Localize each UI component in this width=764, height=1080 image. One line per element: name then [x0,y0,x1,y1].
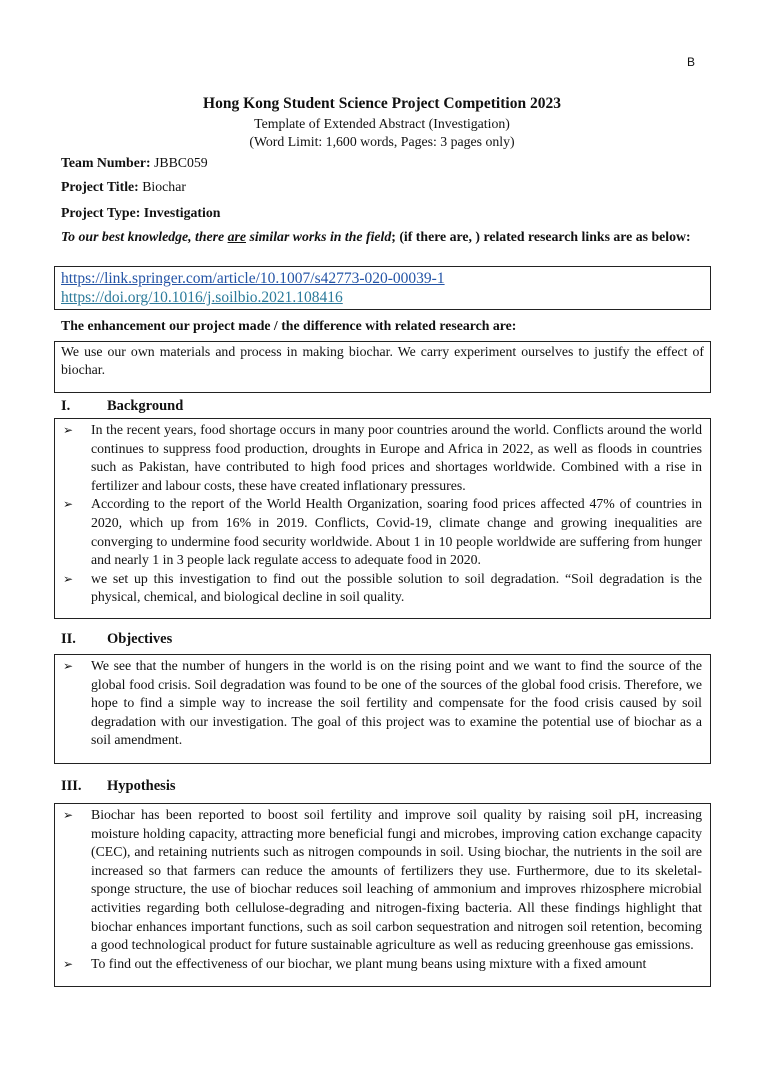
list-item-text: In the recent years, food shortage occurs in many poor countries around the world. Conflicts around the world continues to suppress food production, droughts in Europe and Africa in 2022, as well as floods in countries such as Pakistan, have contributed to high food prices and shortages worldwide. Combined with a rise in fertilizer and labour costs, these have created inflationary pressures. [91,422,702,493]
list-item [61,955,702,974]
team-number-label: Team Number: [61,155,151,170]
objectives-box [54,654,711,764]
page-letter: B [687,55,696,69]
list-item-text: we set up this investigation to find out the possible solution to soil degradation. “Soil degradation is the physical, chemical, and biological decline in soil quality. [91,570,702,605]
list-item-text: We see that the number of hungers in the world is on the rising point and we want to find the source of the global food crisis. Soil degradation was found to be one of the sources of the global food crisis. Therefore, we hope to find a simple way to increase the soil fertility and compensate for the food crisis caused by soil degradation with our investigation. The goal of this project was to examine the potential use of biochar as a soil amendment. [91,658,702,748]
arrow-bullet-icon: ➢ [63,956,74,971]
arrow-bullet-icon: ➢ [63,659,74,673]
list-item-text: According to the report of the World Health Organization, soaring food prices affected 47% of countries in 2020, which up from 16% in 2019. Conflicts, Covid-19, climate change and growing inequalities are converging to undermine food security worldwide. About 1 in 10 people worldwide are suffering from hunger and nearly 1 in 3 people lack regulate access to adequate food in 2020. [91,496,702,568]
project-type: Project Type: Investigation [61,205,221,220]
project-title-row [61,179,186,195]
enhancement-box [54,341,711,393]
section-objectives-heading [61,631,172,648]
list-item [61,806,702,955]
list-item-text: To find out the effectiveness of our biochar, we plant mung beans using mixture with a fixed amount [91,955,647,971]
list-item [61,657,702,750]
project-title-value: Biochar [142,179,186,194]
section-background-heading [61,398,183,415]
section-title: Background [107,398,184,414]
section-number: III. [61,778,82,794]
section-title: Hypothesis [107,778,176,794]
similar-text-are: are [227,229,246,244]
research-links-box [54,266,711,310]
similar-text-1: To our best knowledge, there [61,229,228,244]
hypothesis-box [54,803,711,987]
list-item [61,495,702,569]
list-item [61,570,702,607]
document-subtitle: Template of Extended Abstract (Investigation) [254,116,510,131]
word-limit-note: (Word Limit: 1,600 words, Pages: 3 pages only) [249,134,515,149]
section-title: Objectives [107,631,173,647]
similar-text-3: similar works in the field [246,229,392,244]
arrow-bullet-icon: ➢ [63,808,74,822]
list-item [61,421,702,495]
arrow-bullet-icon: ➢ [63,423,74,437]
section-number: I. [61,398,71,414]
research-link-1[interactable]: https://link.springer.com/article/10.1007/s42773-020-00039-1 [61,270,445,287]
arrow-bullet-icon: ➢ [63,571,74,586]
enhancement-label: The enhancement our project made / the difference with related research are: [61,318,517,333]
enhancement-text: We use our own materials and process in making biochar. We carry experiment ourselves to justify the effect of biochar. [61,344,704,377]
list-item-text: Biochar has been reported to boost soil fertility and improve soil quality by raising soil pH, increasing moisture holding capacity, attracting more beneficial fungi and microbes, improving cation exchange capacity (CEC), and retaining nutrients such as nitrogen compounds in soil. Using biochar, the nutrients in the soil are increased so that farmers can reduce the amounts of fertilizers they use. Furthermore, due to its skeletal-sponge structure, the use of biochar reduces soil leaching of ammonium and improves rhizosphere microbial activities regarding both cellulose-degrading and nitrogen-fixing bacteria. All these findings highlight that biochar enhances important functions, such as soil carbon sequestration and nitrogen soil retention, becoming a good technological product for future sustainable agriculture as well as reducing greenhouse gas emissions. [91,807,702,953]
document-title: Hong Kong Student Science Project Competition 2023 [203,95,561,112]
team-number-row [61,155,208,171]
arrow-bullet-icon: ➢ [63,497,74,512]
background-box [54,418,711,619]
project-title-label: Project Title: [61,179,139,194]
similar-works-statement [61,227,711,247]
section-number: II. [61,631,76,647]
research-link-2[interactable]: https://doi.org/10.1016/j.soilbio.2021.108416 [61,289,343,306]
team-number-value: JBBC059 [154,155,208,170]
section-hypothesis-heading [61,778,176,795]
similar-text-4: ; (if there are, ) related research links are as below: [391,229,691,244]
